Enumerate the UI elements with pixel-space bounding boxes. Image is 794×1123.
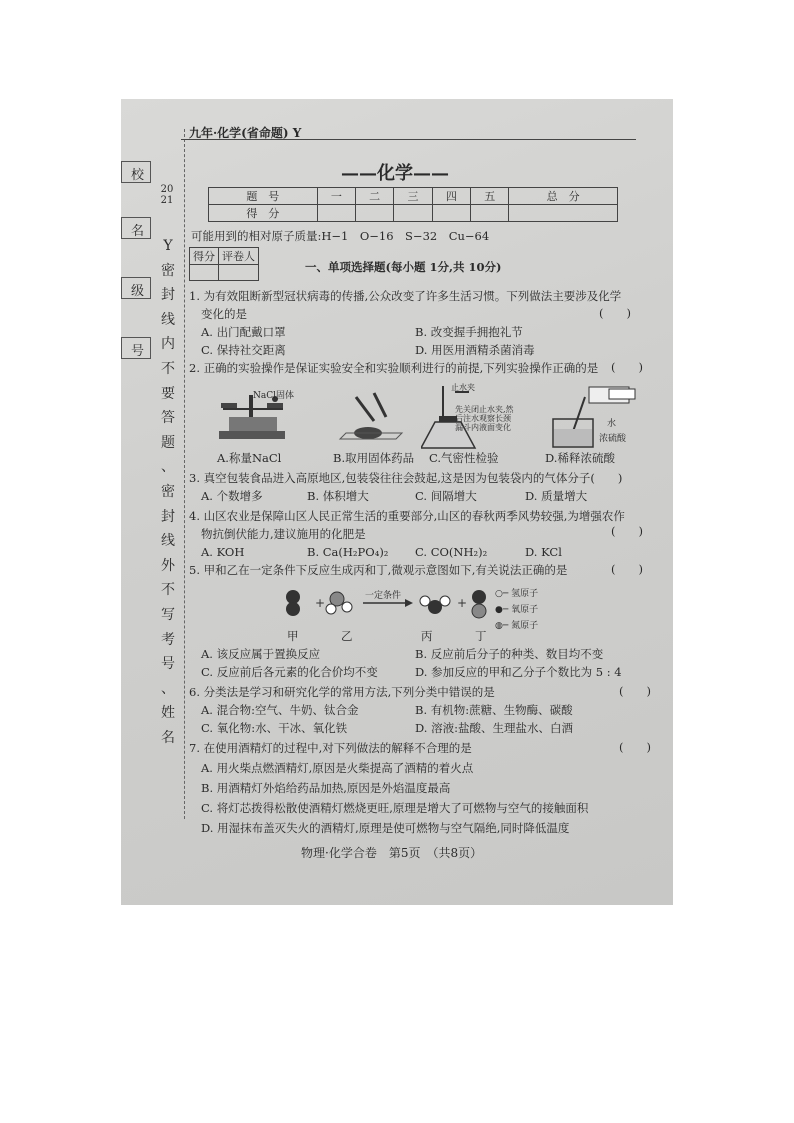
seal-line-text	[157, 234, 179, 750]
score-cell: 四	[432, 188, 470, 205]
q5-stem: 5. 甲和乙在一定条件下反应生成丙和丁,微观示意图如下,有关说法正确的是	[189, 563, 568, 577]
q6-option-c: C. 氧化物:水、干冰、氧化铁	[201, 721, 348, 735]
q3-stem: 3. 真空包装食品进入高原地区,包装袋往往会鼓起,这是因为包装袋内的气体分子( )	[189, 471, 623, 485]
class-label: 级	[131, 284, 145, 299]
seal-char: Y	[163, 238, 173, 254]
q2-stem: 2. 正确的实验操作是保证实验安全和实验顺利进行的前提,下列实验操作正确的是	[189, 361, 599, 375]
q2-option-b: B.取用固体药品	[333, 451, 415, 465]
seal-char: 密	[161, 483, 175, 500]
seal-char: 题	[161, 434, 175, 451]
q2-option-c: C.气密性检验	[429, 451, 499, 465]
seal-char: 线	[161, 311, 175, 328]
q4-option-b: B. Ca(H₂PO₄)₂	[307, 545, 389, 559]
q1-stem: 1. 为有效阻断新型冠状病毒的传播,公众改变了许多生活习惯。下列做法主要涉及化学	[189, 289, 622, 303]
score-cell: 一	[317, 188, 355, 205]
grader-cell	[219, 265, 259, 281]
q5-legend-h: ○─ 氢原子	[495, 589, 539, 599]
score-cell: 总 分	[509, 188, 618, 205]
seal-char: 封	[161, 508, 175, 525]
atomic-mass-line: 可能用到的相对原子质量:H−1 O−16 S−32 Cu−64	[191, 229, 490, 243]
q1-option-c: C. 保持社交距离	[201, 343, 286, 357]
svg-text:+: +	[457, 596, 468, 610]
seal-char: 内	[161, 336, 175, 353]
q7-stem: 7. 在使用酒精灯的过程中,对下列做法的解释不合理的是	[189, 741, 472, 755]
q6-stem: 6. 分类法是学习和研究化学的常用方法,下列分类中错误的是	[189, 685, 495, 699]
seal-char: 姓	[161, 705, 175, 722]
q5-label-ding: 丁	[475, 629, 487, 643]
score-cell	[432, 205, 470, 222]
q7-answer-paren: ( )	[619, 740, 651, 754]
score-cell: 五	[471, 188, 509, 205]
seal-dashed-line	[184, 129, 185, 819]
seal-char: 不	[161, 582, 175, 599]
score-cell	[355, 205, 393, 222]
q4-option-a: A. KOH	[201, 545, 245, 559]
name-field	[121, 217, 151, 239]
seal-char: 不	[161, 360, 175, 377]
q2-fig-b-solid	[336, 389, 406, 444]
q4-option-c: C. CO(NH₂)₂	[415, 545, 488, 559]
q7-option-d: D. 用湿抹布盖灭失火的酒精灯,原理是使可燃物与空气隔绝,同时降低温度	[201, 821, 570, 835]
q2-fig-c-note-1: 先关闭止水夹,然	[455, 405, 514, 414]
seal-char: 、	[161, 680, 175, 697]
q5-option-d: D. 参加反应的甲和乙分子个数比为 5 : 4	[415, 665, 622, 679]
q4-stem-cont: 物抗倒伏能力,建议施用的化肥是	[201, 527, 366, 541]
seal-char: 名	[161, 729, 175, 746]
school-field	[121, 161, 151, 183]
q1-stem-cont: 变化的是	[201, 307, 247, 321]
seal-char: 线	[161, 533, 175, 550]
q2-fig-c-note-3: 漏斗内液面变化	[455, 423, 511, 432]
q5-option-a: A. 该反应属于置换反应	[201, 647, 321, 661]
q3-option-a: A. 个数增多	[201, 489, 263, 503]
q5-answer-paren: ( )	[611, 562, 643, 576]
q1-answer-paren: ( )	[599, 306, 631, 320]
score-cell: 三	[394, 188, 432, 205]
q6-option-b: B. 有机物:蔗糖、生物酶、碳酸	[415, 703, 573, 717]
score-cell: 题 号	[209, 188, 318, 205]
page-footer: 物理·化学合卷 第5页 （共8页）	[301, 846, 483, 860]
score-cell	[317, 205, 355, 222]
score-cell: 二	[355, 188, 393, 205]
q3-option-b: B. 体积增大	[307, 489, 369, 503]
seal-char: 答	[161, 410, 175, 427]
score-cell: 得 分	[209, 205, 318, 222]
q2-option-d: D.稀释浓硫酸	[545, 451, 615, 465]
q6-option-a: A. 混合物:空气、牛奶、钛合金	[201, 703, 359, 717]
class-field	[121, 277, 151, 299]
school-label: 校	[131, 168, 145, 183]
q5-label-bing: 丙	[421, 629, 433, 643]
grader-cell: 评卷人	[219, 248, 259, 265]
q2-option-a: A.称量NaCl	[217, 451, 282, 465]
q5-option-b: B. 反应前后分子的种类、数目均不变	[415, 647, 604, 661]
seal-char: 封	[161, 287, 175, 304]
score-cell	[509, 205, 618, 222]
header-rule	[181, 139, 636, 140]
seal-char: 外	[161, 557, 175, 574]
q2-fig-c-note-2: 后注水观察长颈	[455, 414, 511, 423]
q4-stem: 4. 山区农业是保障山区人民正常生活的重要部分,山区的春秋两季风势较强,为增强农作	[189, 509, 625, 523]
grader-cell: 得分	[190, 248, 219, 265]
exam-photo	[121, 99, 673, 905]
q1-option-d: D. 用医用酒精杀菌消毒	[415, 343, 535, 357]
q5-label-jia: 甲	[287, 629, 299, 643]
q5-condition: 一定条件	[365, 591, 402, 601]
score-cell	[394, 205, 432, 222]
number-label: 号	[131, 344, 145, 359]
q2-fig-d-note-acid: 浓硫酸	[599, 434, 627, 444]
q2-fig-a-note: NaCl固体	[253, 391, 295, 401]
q6-answer-paren: ( )	[619, 684, 651, 698]
seal-char: 、	[161, 459, 175, 476]
grader-cell	[190, 265, 219, 281]
q2-fig-c-note-clamp: 止水夹	[451, 383, 475, 392]
year-vertical: 2021	[160, 184, 174, 206]
seal-char: 要	[161, 385, 175, 402]
svg-text:+: +	[315, 596, 326, 610]
q4-option-d: D. KCl	[525, 545, 562, 559]
q3-option-c: C. 间隔增大	[415, 489, 477, 503]
q7-option-a: A. 用火柴点燃酒精灯,原因是火柴提高了酒精的着火点	[201, 761, 474, 775]
page-title: ——化学——	[341, 163, 449, 184]
name-label: 名	[131, 224, 145, 239]
seal-char: 密	[161, 262, 175, 279]
q7-option-b: B. 用酒精灯外焰给药品加热,原因是外焰温度最高	[201, 781, 451, 795]
grader-table	[189, 247, 259, 281]
q5-option-c: C. 反应前后各元素的化合价均不变	[201, 665, 378, 679]
q3-option-d: D. 质量增大	[525, 489, 588, 503]
score-table-header-row	[209, 188, 618, 205]
number-field	[121, 337, 151, 359]
seal-char: 写	[161, 606, 175, 623]
q6-option-d: D. 溶液:盐酸、生理盐水、白酒	[415, 721, 573, 735]
paper-header: 九年·化学(省命题) Y	[189, 126, 302, 140]
q2-fig-d-note-water: 水	[607, 419, 617, 429]
q1-option-a: A. 出门配戴口罩	[201, 325, 286, 339]
q5-legend-o: ●─ 氧原子	[495, 605, 539, 615]
q2-answer-paren: ( )	[611, 360, 643, 374]
score-table-score-row	[209, 205, 618, 222]
q5-label-yi: 乙	[341, 629, 353, 643]
q4-answer-paren: ( )	[611, 524, 643, 538]
q5-legend-n: ◍─ 氮原子	[495, 621, 539, 631]
seal-char: 号	[161, 656, 175, 673]
seal-char: 考	[161, 631, 175, 648]
section-title: 一、单项选择题(每小题 1分,共 10分)	[305, 260, 502, 274]
q1-option-b: B. 改变握手拥抱礼节	[415, 325, 523, 339]
score-table	[208, 187, 618, 222]
q7-option-c: C. 将灯芯拨得松散使酒精灯燃烧更旺,原理是增大了可燃物与空气的接触面积	[201, 801, 589, 815]
score-cell	[471, 205, 509, 222]
